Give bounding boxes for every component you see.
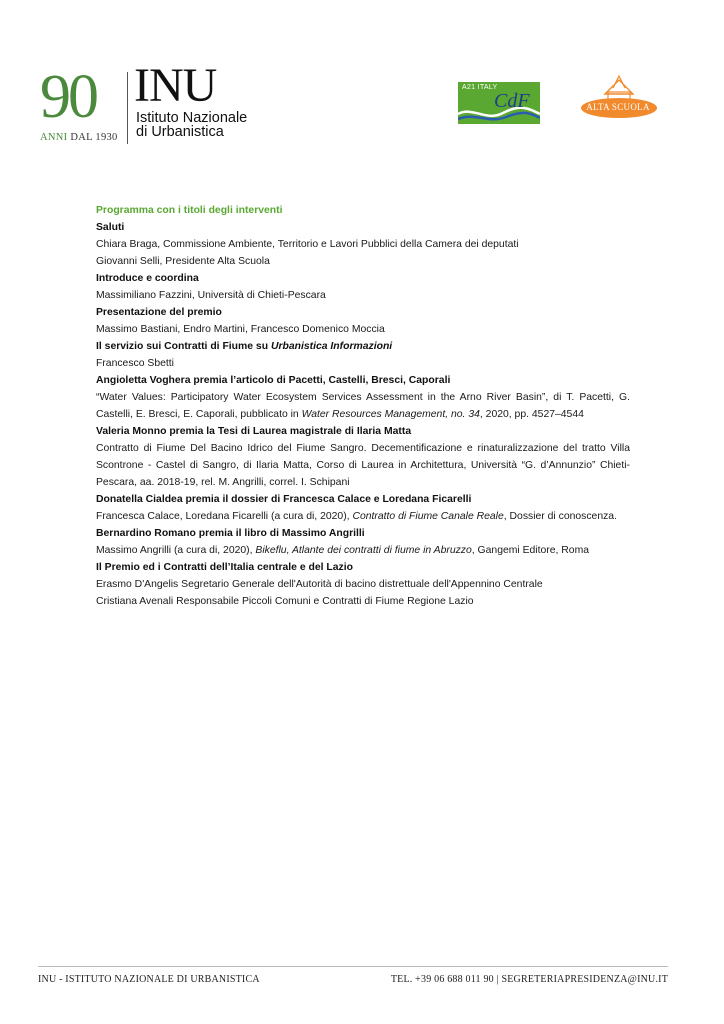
monno-heading: Valeria Monno premia la Tesi di Laurea magistrale di Ilaria Matta — [96, 426, 412, 437]
voghera-text — [96, 389, 630, 423]
logo-divider — [127, 72, 128, 144]
cialdea-heading: Donatella Cialdea premia il dossier di Francesca Calace e Loredana Ficarelli — [96, 494, 472, 505]
a21-top-text: A21 ITALY — [462, 84, 498, 91]
voghera-text-a: “Water Values: Participatory Water Ecosystem Services Assessment in the Arno River Basin”, di T. Pacetti, G. Castelli, E. Bresci, E. Caporali, pubblicato in — [96, 392, 630, 420]
monno-text: Contratto di Fiume Del Bacino Idrico del Fiume Sangro. Decementificazione e rinaturalizzazione del tratto Villa Scontrone - Castel di Sangro, di Ilaria Matta, Corso di Laurea in Architettura, Università “G. d’Annunzio” Chieti-Pescara, aa. 2018-19, rel. M. Angrilli, correl. I. Schipani — [96, 443, 630, 488]
saluti-line-2: Giovanni Selli, Presidente Alta Scuola — [96, 256, 270, 267]
servizio-heading-text: Il servizio sui Contratti di Fiume su — [96, 341, 271, 352]
logo-name-line1: Istituto Nazionale — [136, 110, 248, 126]
premio-line-2: Cristiana Avenali Responsabile Piccoli Comuni e Contratti di Fiume Regione Lazio — [96, 596, 474, 607]
footer-contact: TEL. +39 06 688 011 90 | SEGRETERIAPRESIDENZA@INU.IT — [390, 974, 668, 985]
cialdea-text — [96, 508, 630, 525]
servizio-heading — [96, 338, 630, 355]
logo-inu: INU — [134, 59, 217, 112]
romano-text-a: Massimo Angrilli (a cura di, 2020), — [96, 545, 256, 556]
romano-text-italic: Bikeflu, Atlante dei contratti di fiume in Abruzzo — [255, 545, 472, 556]
logo-dal: DAL 1930 — [70, 132, 118, 143]
introduce-heading: Introduce e coordina — [96, 273, 199, 284]
a21-italy-cdf-logo — [458, 82, 540, 124]
cdf-mark: CdF — [494, 90, 530, 112]
voghera-text-italic: Water Resources Management, no. 34 — [301, 409, 480, 420]
saluti-heading: Saluti — [96, 222, 125, 233]
alta-scuola-text: ALTA SCUOLA — [586, 102, 650, 112]
alta-scuola-emblem-icon — [579, 72, 659, 124]
logo-ninety: 90 — [40, 63, 96, 131]
romano-text — [96, 542, 630, 559]
cialdea-text-b: , Dossier di conoscenza. — [503, 511, 617, 522]
voghera-text-b: , 2020, pp. 4527–4544 — [479, 409, 584, 420]
cialdea-text-italic: Contratto di Fiume Canale Reale — [352, 511, 504, 522]
program-content — [96, 202, 630, 610]
saluti-line-1: Chiara Braga, Commissione Ambiente, Territorio e Lavori Pubblici della Camera dei deputati — [96, 239, 519, 250]
premio-heading: Il Premio ed i Contratti dell’Italia centrale e del Lazio — [96, 562, 353, 573]
logo-name-line2: di Urbanistica — [136, 124, 224, 140]
presentazione-heading: Presentazione del premio — [96, 307, 222, 318]
cialdea-text-a: Francesca Calace, Loredana Ficarelli (a cura di, 2020), — [96, 511, 353, 522]
inu-90-anni-logo — [40, 59, 260, 150]
voghera-heading: Angioletta Voghera premia l’articolo di Pacetti, Castelli, Bresci, Caporali — [96, 375, 451, 386]
servizio-line-1: Francesco Sbetti — [96, 358, 174, 369]
romano-text-b: , Gangemi Editore, Roma — [471, 545, 590, 556]
presentazione-line-1: Massimo Bastiani, Endro Martini, Francesco Domenico Moccia — [96, 324, 385, 335]
romano-heading: Bernardino Romano premia il libro di Massimo Angrilli — [96, 528, 365, 539]
introduce-line-1: Massimiliano Fazzini, Università di Chieti-Pescara — [96, 290, 326, 301]
footer-organization: INU - ISTITUTO NAZIONALE DI URBANISTICA — [38, 974, 260, 985]
logo-institute-name — [136, 111, 247, 139]
logo-anni-dal — [40, 132, 118, 143]
section-title: Programma con i titoli degli interventi — [96, 205, 283, 216]
footer-divider — [38, 966, 668, 967]
alta-scuola-logo — [579, 72, 659, 124]
servizio-heading-italic: Urbanistica Informazioni — [270, 341, 393, 352]
premio-line-1: Erasmo D'Angelis Segretario Generale dell'Autorità di bacino distrettuale dell'Appennino Centrale — [96, 579, 543, 590]
logo-anni: ANNI — [40, 132, 68, 143]
